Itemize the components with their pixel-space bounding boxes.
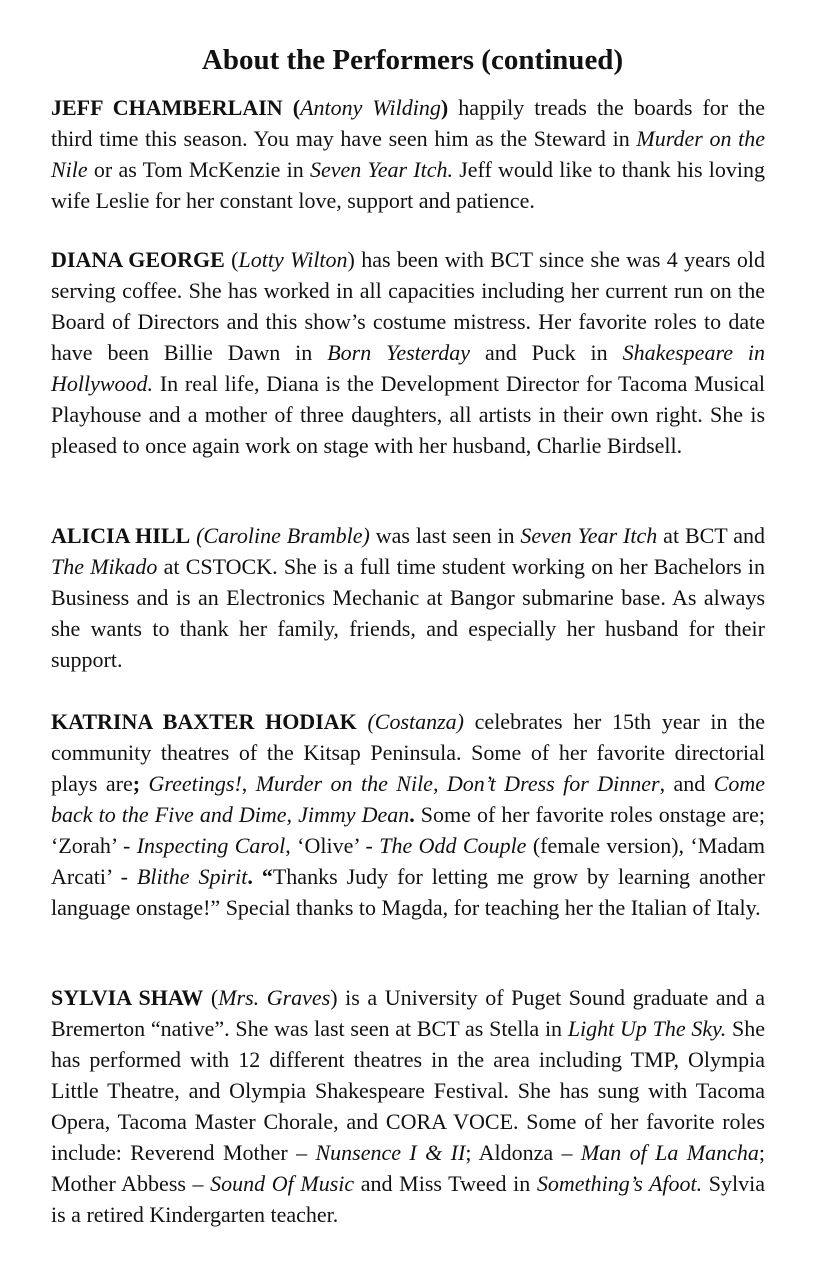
italic-title: Sound Of Music xyxy=(210,1171,355,1196)
bio-text xyxy=(51,985,765,1227)
bio-segment: ( xyxy=(282,95,301,120)
bio-segment: . “ xyxy=(247,864,273,889)
performer-name: KATRINA BAXTER HODIAK xyxy=(51,709,357,734)
italic-title: Mrs. Graves xyxy=(218,985,331,1010)
bio-segment xyxy=(140,771,148,796)
italic-title: Seven Year Itch xyxy=(520,523,658,548)
bio-segment: ) is a University of Puget Sound graduate and a Bremerton “native”. She was last seen at BCT as Stella in xyxy=(51,985,766,1041)
bio-text xyxy=(51,247,765,458)
italic-title: Born Yesterday xyxy=(327,340,471,365)
bio-segment: at BCT and xyxy=(657,523,766,548)
page-title: About the Performers (continued) xyxy=(201,44,624,76)
bio-segment: ( xyxy=(203,985,219,1010)
performer-name: JEFF CHAMBERLAIN xyxy=(51,95,283,120)
bio-sylvia-shaw xyxy=(51,982,765,1230)
bio-segment: Thanks Judy for letting me grow by learning another language onstage!” Special thanks to Magda, for teaching her the Italian of Italy. xyxy=(51,864,765,920)
performer-name: DIANA GEORGE xyxy=(51,247,225,272)
bio-segment: (female version), ‘Madam Arcati’ - xyxy=(51,833,765,889)
bio-segment: celebrates her 15th year in the community theatres of the Kitsap Peninsula. Some of her favorite directorial plays are xyxy=(51,709,766,796)
bio-segment: . xyxy=(409,802,415,827)
italic-title: Murder on the Nile, Don’t Dress for Dinner xyxy=(255,771,660,796)
italic-title: Something’s Afoot. xyxy=(536,1171,703,1196)
bio-segment: at CSTOCK. She is a full time student working on her Bachelors in Business and is an Electronics Mechanic at Bangor submarine base. As always she wants to thank her family, friends, and especially her husband for their support. xyxy=(51,554,766,672)
bio-segment: , ‘Olive’ - xyxy=(285,833,380,858)
italic-title: Light Up The Sky. xyxy=(567,1016,727,1041)
italic-title: (Caroline Bramble) xyxy=(196,523,370,548)
bio-katrina-baxter-hodiak xyxy=(51,706,765,923)
bio-segment: She has performed with 12 different theatres in the area including TMP, Olympia Little Theatre, and Olympia Shakespeare Festival. She has sung with Tacoma Opera, Tacoma Master Chorale, and CORA VOCE. Some of her favorite roles include: Reverend Mother – xyxy=(51,1016,766,1165)
italic-title: Nunsence I & II xyxy=(315,1140,466,1165)
italic-title: Antony Wilding xyxy=(300,95,441,120)
bio-segment: , and xyxy=(659,771,714,796)
performer-name: SYLVIA SHAW xyxy=(51,985,204,1010)
bio-segment: , xyxy=(241,771,256,796)
bio-segment: or as Tom McKenzie in xyxy=(87,157,310,182)
bio-diana-george xyxy=(51,244,765,461)
bio-segment: and Miss Tweed in xyxy=(354,1171,537,1196)
italic-title: The Mikado xyxy=(51,554,158,579)
bio-segment xyxy=(357,709,368,734)
italic-title: The Odd Couple xyxy=(379,833,527,858)
italic-title: Lotty Wilton xyxy=(238,247,348,272)
italic-title: Greetings! xyxy=(148,771,242,796)
bio-segment: Some of her favorite roles onstage are; ‘Zorah’ - xyxy=(51,802,765,858)
bio-text xyxy=(51,709,765,920)
bio-segment: In real life, Diana is the Development Director for Tacoma Musical Playhouse and a mother of three daughters, all artists in their own right. She is pleased to once again work on stage with her husband, Charlie Birdsell. xyxy=(51,371,765,458)
bio-segment: Sylvia is a retired Kindergarten teacher. xyxy=(51,1171,765,1227)
italic-title: Inspecting Carol xyxy=(136,833,286,858)
bio-jeff-chamberlain xyxy=(51,92,765,216)
italic-title: Shakespeare in Hollywood. xyxy=(51,340,765,396)
bio-alicia-hill xyxy=(51,520,765,675)
italic-title: (Costanza) xyxy=(367,709,464,734)
performer-name: ALICIA HILL xyxy=(51,523,191,548)
italic-title: Come back to the Five and Dime, Jimmy Dean xyxy=(51,771,766,827)
italic-title: Seven Year Itch. xyxy=(310,157,453,182)
bio-segment: Jeff would like to thank his loving wife Leslie for her constant love, support and patience. xyxy=(51,157,765,213)
bio-segment: ) has been with BCT since she was 4 years old serving coffee. She has worked in all capacities including her current run on the Board of Directors and this show’s costume mistress. Her favorite roles to date have been Billie Dawn in xyxy=(51,247,765,365)
italic-title: Murder on the Nile xyxy=(51,126,765,182)
bio-segment: was last seen in xyxy=(369,523,521,548)
italic-title: Man of La Mancha xyxy=(580,1140,759,1165)
bio-segment: ; Aldonza – xyxy=(465,1140,581,1165)
bio-segment: and Puck in xyxy=(470,340,623,365)
bio-segment: ; xyxy=(132,771,141,796)
bio-segment: ) xyxy=(440,95,449,120)
bio-segment: ; Mother Abbess – xyxy=(51,1140,765,1196)
bio-segment: happily treads the boards for the third time this season. You may have seen him as the Steward in xyxy=(51,95,766,151)
bio-segment: ( xyxy=(224,247,239,272)
italic-title: Blithe Spirit xyxy=(136,864,248,889)
